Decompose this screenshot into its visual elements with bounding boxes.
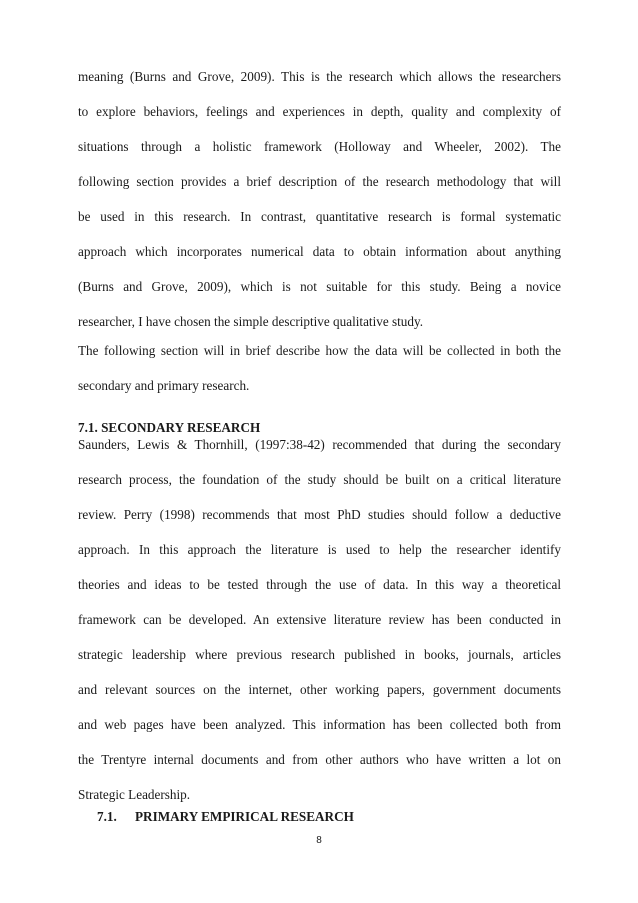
secondary-research-line: Strategic Leadership. [78, 787, 191, 802]
secondary-research-line: framework can be developed. An extensive literature review has been conducted in [78, 612, 561, 627]
secondary-research-line: and relevant sources on the internet, other working papers, government documents [78, 682, 561, 697]
secondary-research-line: Saunders, Lewis & Thornhill, (1997:38-42) recommended that during the secondary [78, 437, 561, 452]
paragraph-1-line: approach which incorporates numerical data to obtain information about anything [78, 244, 561, 259]
paragraph-2-line: The following section will in brief describe how the data will be collected in both the [78, 343, 561, 358]
secondary-research-line: and web pages have been analyzed. This information has been collected both from [78, 717, 561, 732]
paragraph-1-line: following section provides a brief description of the research methodology that will [78, 174, 561, 189]
paragraph-1-line: (Burns and Grove, 2009), which is not suitable for this study. Being a novice [78, 279, 561, 294]
secondary-research-line: research process, the foundation of the study should be built on a critical literature [78, 472, 561, 487]
paragraph-2-line: secondary and primary research. [78, 378, 250, 393]
secondary-research-line: strategic leadership where previous research published in books, journals, articles [78, 647, 561, 662]
paragraph-1-line: to explore behaviors, feelings and experiences in depth, quality and complexity of [78, 104, 561, 119]
section-heading-secondary: 7.1. SECONDARY RESEARCH [78, 420, 261, 435]
secondary-research-line: the Trentyre internal documents and from other authors who have written a lot on [78, 752, 561, 767]
secondary-research-line: review. Perry (1998) recommends that most PhD studies should follow a deductive [78, 507, 561, 522]
secondary-research-line: approach. In this approach the literature is used to help the researcher identify [78, 542, 561, 557]
section-heading-primary: PRIMARY EMPIRICAL RESEARCH [135, 809, 354, 824]
paragraph-1-line: meaning (Burns and Grove, 2009). This is the research which allows the researchers [78, 69, 561, 84]
paragraph-1-line: be used in this research. In contrast, quantitative research is formal systematic [78, 209, 561, 224]
secondary-research-line: theories and ideas to be tested through the use of data. In this way a theoretical [78, 577, 561, 592]
paragraph-1-line: researcher, I have chosen the simple descriptive qualitative study. [78, 314, 424, 329]
paragraph-1-line: situations through a holistic framework (Holloway and Wheeler, 2002). The [78, 139, 561, 154]
page-number: 8 [316, 835, 322, 846]
section-number-primary: 7.1. [97, 809, 117, 824]
